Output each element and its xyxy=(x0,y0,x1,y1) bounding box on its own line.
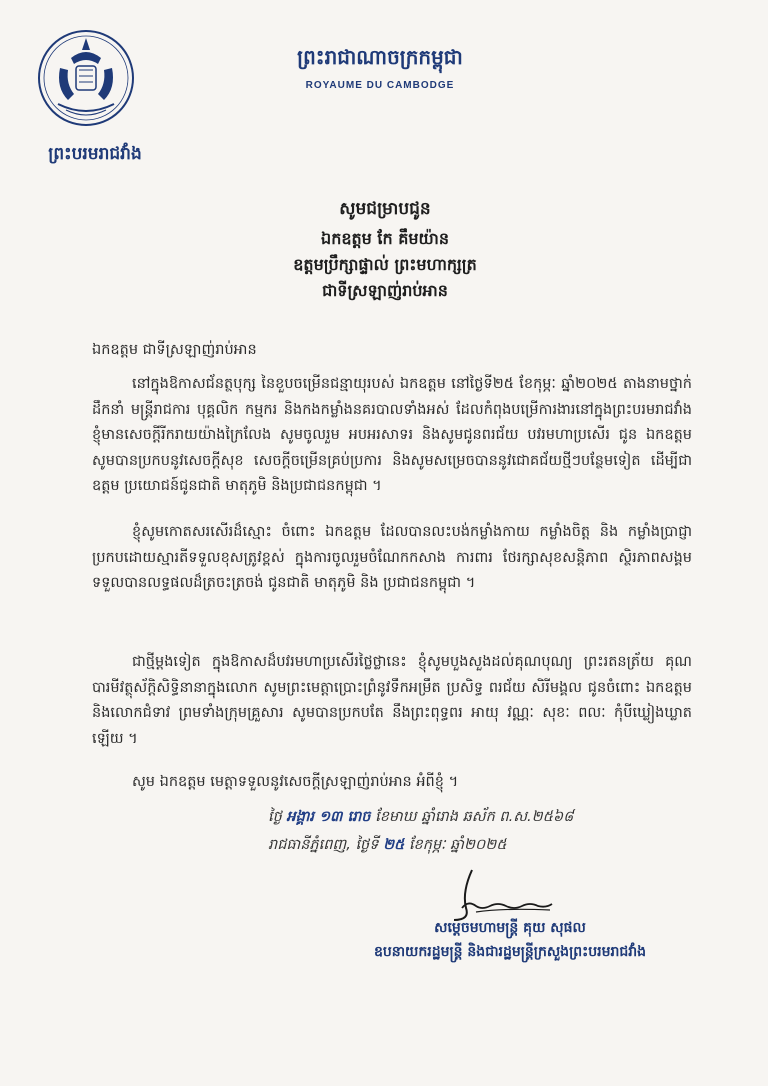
recipient-greeting: សូមជម្រាបជូន xyxy=(339,199,431,219)
lunar-date xyxy=(268,808,573,829)
solar-date-suffix: ខែកុម្ភៈ ឆ្នាំ២០២៥ xyxy=(408,837,507,853)
letter-paragraph-2: ខ្ញុំសូមកោតសរសើរដ៏ស្មោះ ចំពោះ ឯកឧត្តម ដែលបានលះបង់កម្លាំងកាយ កម្លាំងចិត្ត និង កម្លាំងប្រាជ្ញា ប្រកបដោយស្មារតីទទួលខុសត្រូវខ្ពស់ ក្នុងការចូលរួមចំណែកកសាង ការពារ ថែរក្សាសុខសន្តិភាព ស្ថិរភាពសង្គម ទទួលបានលទ្ធផលដ៏ត្រចះត្រចង់ ជូនជាតិ មាតុភូមិ និង ប្រជាជនកម្ពុជា ។ xyxy=(92,524,692,591)
lunar-date-handwritten: អង្គារ ១៣ រោច xyxy=(286,809,371,825)
kingdom-title: ព្រះរាជាណាចក្រកម្ពុជា xyxy=(297,45,463,69)
solar-date-prefix: រាជធានីភ្នំពេញ, ថ្ងៃទី xyxy=(268,837,379,853)
kingdom-title-fr: ROYAUME DU CAMBODGE xyxy=(305,80,455,91)
royal-seal-icon xyxy=(36,28,136,128)
letter-paragraph-3: ជាថ្មីម្តងទៀត ក្នុងឱកាសដ៏បវរមហាប្រសើរថ្លៃថ្លានេះ ខ្ញុំសូមបួងសួងដល់គុណបុណ្យ ព្រះរតនត្រ័យ គុណបារមីវត្ថុស័ក្តិសិទ្ធិនានាក្នុងលោក សូមព្រះមេត្តាប្រោះព្រំនូវទឹកអម្រឹត ប្រសិទ្ធ ពរជ័យ សិរីមង្គល ជូនចំពោះ ឯកឧត្តម និងលោកជំទាវ ព្រមទាំងក្រុមគ្រួសារ សូមបានប្រកបតែ នឹងព្រះពុទ្ធពរ អាយុ វណ្ណៈ សុខៈ ពលៈ កុំបីឃ្លៀងឃ្លាតឡើយ ។ xyxy=(92,654,692,747)
lunar-date-prefix: ថ្ងៃ xyxy=(268,809,282,825)
solar-date xyxy=(268,836,506,857)
signer-name: សម្តេចមហាមន្ត្រី គុយ សុផល xyxy=(434,920,586,936)
recipient-name: ឯកឧត្តម កែ គឹមយ៉ាន xyxy=(321,229,449,248)
solar-date-handwritten: ២៥ xyxy=(383,837,405,853)
recipient-position: ឧត្តមប្រឹក្សាផ្ទាល់ ព្រះមហាក្សត្រ xyxy=(293,255,477,274)
handwritten-signature xyxy=(432,862,572,924)
letter-closing: សូម ឯកឧត្តម មេត្តាទទួលនូវសេចក្តីស្រឡាញ់រាប់អាន អំពីខ្ញុំ ។ xyxy=(132,774,459,790)
recipient-closing: ជាទីស្រឡាញ់រាប់អាន xyxy=(322,281,448,300)
signer-title: ឧបនាយករដ្ឋមន្ត្រី និងជារដ្ឋមន្ត្រីក្រសួងព្រះបរមរាជវាំង xyxy=(373,944,647,960)
lunar-date-suffix: ខែមាឃ ឆ្នាំរោង ឆស័ក ព.ស.២៥៦៨ xyxy=(375,809,574,825)
letter-salutation: ឯកឧត្តម ជាទីស្រឡាញ់រាប់អាន xyxy=(92,342,257,358)
office-name: ព្រះបរមរាជវាំង xyxy=(48,144,142,164)
letter-paragraph-1: នៅក្នុងឱកាសជ័នត្ថបុក្ស នៃខួបចម្រើនជន្មាយុរបស់ ឯកឧត្តម នៅថ្ងៃទី២៥ ខែកុម្ភៈ ឆ្នាំ២០២៥ តាងនាមថ្នាក់ដឹកនាំ មន្ត្រីរាជការ បុគ្គលិក កម្មករ និងកងកម្លាំងនគរបាលទាំងអស់ ដែលកំពុងបម្រើការងារនៅក្នុងព្រះបរមរាជវាំង ខ្ញុំមានសេចក្តីរីករាយយ៉ាងក្រៃលែង សូមចូលរួម អបអរសាទរ និងសូមជូនពរជ័យ បវរមហាប្រសើរ ជូន ឯកឧត្តម សូមបានប្រកបនូវសេចក្តីសុខ សេចក្តីចម្រើនគ្រប់ប្រការ និងសូមសម្រេចបាននូវជោគជ័យថ្មីៗបន្ថែមទៀត ដើម្បីជាឧត្តម ប្រយោជន៍ជូនជាតិ មាតុភូមិ និងប្រជាជនកម្ពុជា ។ xyxy=(92,376,692,494)
